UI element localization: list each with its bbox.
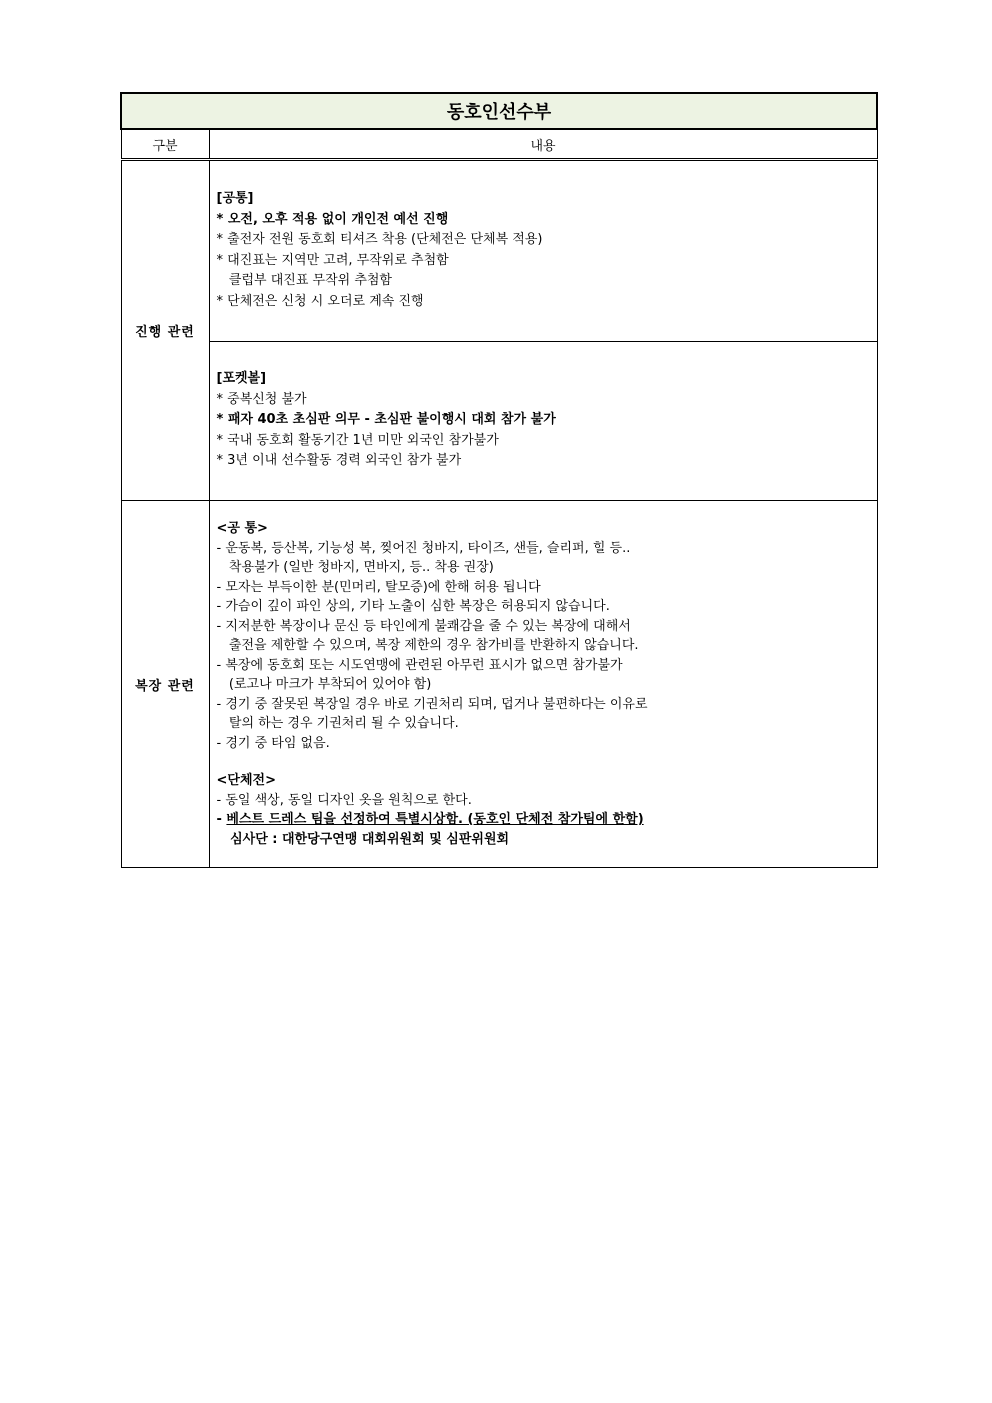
dress-common-line: - 경기 중 잘못된 복장일 경우 바로 기권처리 되며, 덥거나 불편하다는 이유로 — [216, 696, 648, 712]
progress-label: 진행 관련 — [121, 160, 209, 501]
dress-team-line: - 동일 색상, 동일 디자인 옷을 원칙으로 한다. — [216, 792, 472, 808]
dress-row — [121, 501, 877, 868]
dress-common-heading: <공 통> — [216, 521, 268, 536]
dress-label: 복장 관련 — [121, 501, 209, 868]
table-title: 동호인선수부 — [121, 93, 877, 129]
progress-row-pocket — [121, 342, 877, 501]
dress-common-line: 착용불가 (일반 청바지, 면바지, 등.. 착용 권장) — [216, 560, 494, 575]
progress-pocket-line: * 3년 이내 선수활동 경력 외국인 참가 불가 — [216, 453, 462, 468]
dress-common-line: - 운동복, 등산복, 기능성 복, 찢어진 청바지, 타이즈, 샌들, 슬리퍼, 힐 등.. — [216, 540, 631, 556]
progress-common-line: 클럽부 대진표 무작위 추첨함 — [216, 273, 392, 288]
progress-common-line: * 출전자 전원 동호회 티셔즈 착용 (단체전은 단체복 적용) — [216, 232, 543, 247]
progress-common-line: * 대진표는 지역만 고려, 무작위로 추첨함 — [216, 252, 449, 268]
title-row — [121, 93, 877, 129]
progress-pocket-line: * 중복신청 불가 — [216, 391, 307, 407]
dress-team-heading: <단체전> — [216, 773, 276, 788]
dress-common-line: (로고나 마크가 부착되어 있어야 함) — [216, 677, 432, 692]
progress-pocket-heading: [포켓볼] — [216, 371, 267, 386]
progress-pocket-block — [209, 342, 877, 501]
progress-common-line: * 오전, 오후 적용 없이 개인전 예선 진행 — [216, 211, 449, 227]
dress-team-award-text: 베스트 드레스 팀을 선정하여 특별시상함. (동호인 단체전 참가팀에 한함) — [226, 812, 644, 827]
spacer — [217, 753, 871, 771]
dress-team-award-prefix: - — [216, 812, 227, 827]
dress-common-line: - 경기 중 타임 없음. — [216, 735, 330, 751]
progress-common-line: * 단체전은 신청 시 오더로 계속 진행 — [216, 293, 424, 309]
dress-common-line: - 모자는 부득이한 분(민머리, 탈모증)에 한해 허용 됩니다 — [216, 579, 541, 595]
athlete-rules-table — [120, 92, 878, 868]
dress-block — [209, 501, 877, 868]
header-category: 구분 — [121, 129, 209, 160]
dress-team-award-line — [217, 810, 871, 830]
progress-pocket-line: * 국내 동호회 활동기간 1년 미만 외국인 참가불가 — [216, 432, 499, 448]
progress-row-common — [121, 160, 877, 342]
dress-common-line: - 지저분한 복장이나 문신 등 타인에게 불쾌감을 줄 수 있는 복장에 대해서 — [216, 618, 631, 634]
dress-common-line: 탈의 하는 경우 기권처리 될 수 있습니다. — [216, 716, 459, 731]
dress-common-line: - 가슴이 깊이 파인 상의, 기타 노출이 심한 복장은 허용되지 않습니다. — [216, 599, 610, 614]
dress-common-line: 출전을 제한할 수 있으며, 복장 제한의 경우 참가비를 반환하지 않습니다. — [216, 638, 639, 653]
progress-pocket-line: * 패자 40초 초심판 의무 - 초심판 불이행시 대회 참가 불가 — [216, 412, 556, 427]
progress-common-heading: [공통] — [216, 191, 254, 206]
header-content: 내용 — [209, 129, 877, 160]
header-row — [121, 129, 877, 160]
progress-common-block — [209, 160, 877, 342]
dress-team-judges-line: 심사단 : 대한당구연맹 대회위원회 및 심판위원회 — [216, 831, 510, 847]
dress-common-line: - 복장에 동호회 또는 시도연맹에 관련된 아무런 표시가 없으면 참가불가 — [216, 657, 623, 673]
